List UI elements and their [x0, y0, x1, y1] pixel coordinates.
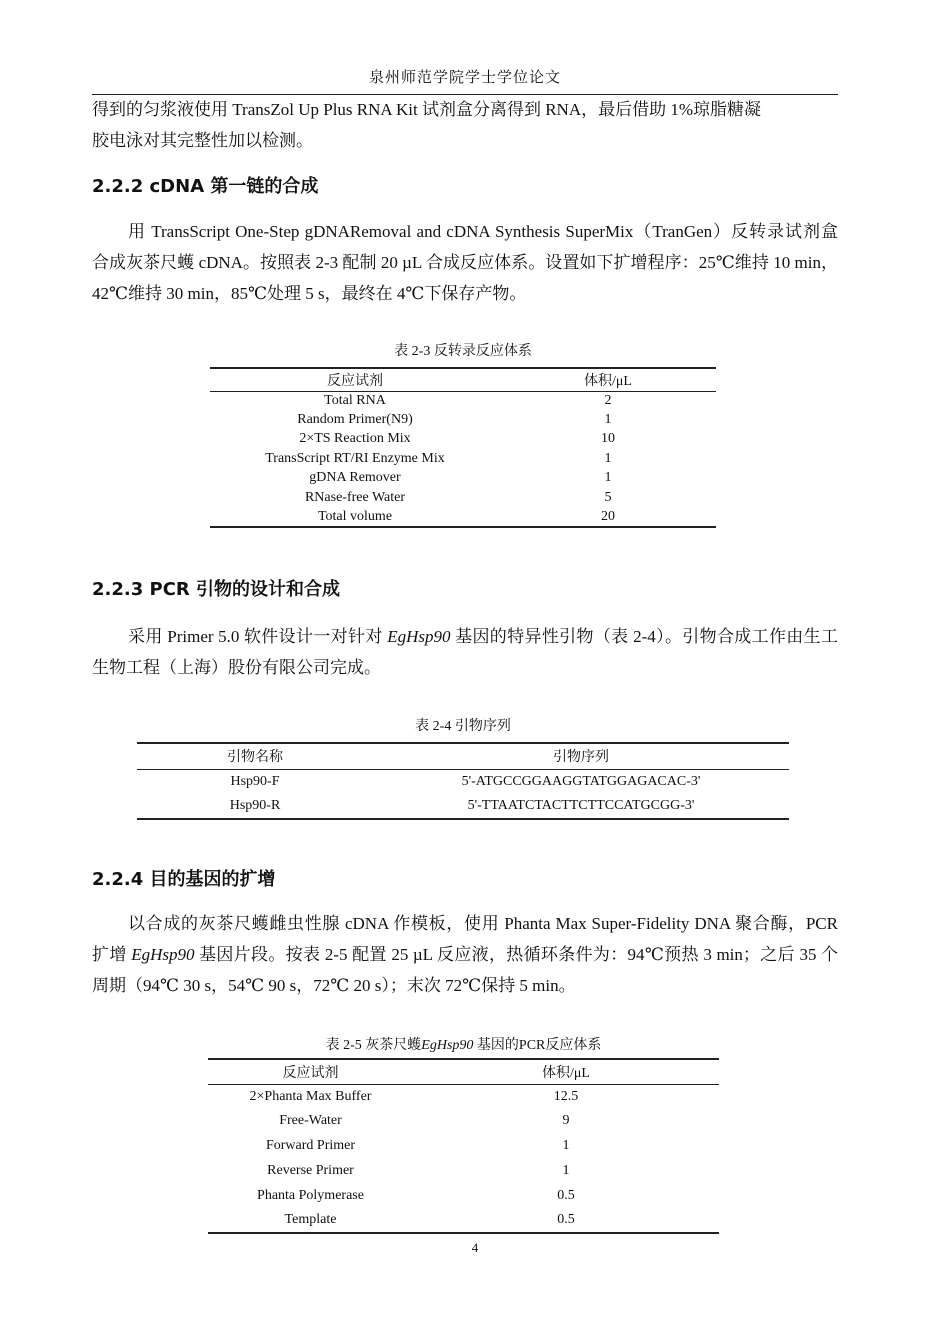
column-header: 引物序列 [373, 743, 789, 769]
volume-cell: 1 [604, 450, 612, 466]
table-row [208, 1084, 719, 1109]
running-header: 泉州师范学院学士学位论文 [368, 70, 561, 86]
volume-cell: 1 [562, 1162, 570, 1178]
volume-cell: 1 [604, 470, 612, 486]
gene-name: EgHsp90 [421, 1038, 474, 1053]
caption-text: 表 2-5 灰茶尺蠖 [325, 1038, 422, 1053]
volume-cell: 2 [604, 392, 612, 408]
section-heading-2-2-2: 2.2.2 cDNA 第一链的合成 [92, 176, 319, 197]
primer-sequence-cell: 5'-ATGCCGGAAGGTATGGAGACAC-3' [461, 773, 701, 789]
table-header-row [137, 743, 789, 769]
volume-cell: 1 [604, 412, 612, 428]
column-header: 反应试剂 [208, 1059, 413, 1084]
column-header: 体积/μL [500, 368, 716, 391]
volume-cell: 20 [601, 508, 615, 524]
primer-sequence-cell: 5'-TTAATCTACTTCTTCCATGCGG-3' [467, 798, 695, 813]
reagent-cell: Template [284, 1211, 337, 1227]
paragraph-text: 基因的特异性引物（表 2-4）。引物合成工作由生工生物工程（上海）股份有限公司完成。 [92, 627, 838, 677]
table-row [210, 488, 716, 507]
table-row [208, 1109, 719, 1134]
paragraph-cdna-synthesis: 用 TransScript One-Step gDNARemoval and cDNA Synthesis SuperMix（TranGen）反转录试剂盒合成灰茶尺蠖 cDNA。按照表 2-3 配制 20 µL 合成反应体系。设置如下扩增程序：25℃维持 10 min，42℃维持 30 min，85℃处理 5 s，最终在 4℃下保存产物。 [92, 222, 838, 303]
volume-cell: 9 [562, 1113, 570, 1129]
table-row [210, 391, 716, 410]
table-header-row [210, 368, 716, 391]
reagent-cell: Total volume [317, 508, 393, 524]
table-row [208, 1208, 719, 1233]
table-2-5 [208, 1058, 719, 1234]
table-caption-2-5 [208, 1034, 719, 1054]
caption-text: 基因的PCR反应体系 [473, 1038, 602, 1053]
table-row [137, 794, 789, 819]
primer-name-cell: Hsp90-F [230, 773, 280, 789]
gene-name: EgHsp90 [131, 945, 195, 964]
table-2-4 [137, 742, 789, 820]
paragraph-continuation [92, 94, 838, 156]
paragraph-line: 胶电泳对其完整性加以检测。 [92, 131, 313, 150]
table-header-row [208, 1059, 719, 1084]
paragraph-text: 采用 Primer 5.0 软件设计一对针对 [128, 627, 388, 646]
table-row [208, 1134, 719, 1159]
table-row [210, 469, 716, 488]
paragraph-primer-design [92, 621, 838, 683]
volume-cell: 10 [601, 431, 615, 447]
table-caption-2-4: 表 2-4 引物序列 [415, 719, 511, 734]
reagent-cell: 2×Phanta Max Buffer [249, 1088, 372, 1104]
volume-cell: 5 [604, 489, 612, 505]
table-row [208, 1158, 719, 1183]
gene-name: EgHsp90 [387, 627, 451, 646]
primer-name-cell: Hsp90-R [229, 798, 281, 813]
volume-cell: 0.5 [557, 1211, 575, 1227]
reagent-cell: Phanta Polymerase [257, 1187, 364, 1203]
table-row [210, 410, 716, 429]
table-row [137, 769, 789, 794]
reagent-cell: Free-Water [279, 1113, 342, 1129]
table-caption-2-3: 表 2-3 反转录反应体系 [394, 344, 532, 359]
reagent-cell: gDNA Remover [309, 470, 401, 486]
reagent-cell: Random Primer(N9) [297, 412, 413, 428]
section-heading-2-2-4: 2.2.4 目的基因的扩增 [92, 869, 276, 890]
reagent-cell: Forward Primer [265, 1137, 356, 1153]
volume-cell: 1 [562, 1137, 570, 1153]
reagent-cell: Reverse Primer [267, 1162, 354, 1178]
table-row [208, 1183, 719, 1208]
column-header: 引物名称 [137, 743, 373, 769]
column-header: 体积/μL [413, 1059, 719, 1084]
paragraph-line: 得到的匀浆液使用 TransZol Up Plus RNA Kit 试剂盒分离得到 RNA，最后借助 1%琼脂糖凝 [92, 100, 762, 119]
page-number: 4 [471, 1240, 479, 1255]
paragraph-gene-amplification [92, 908, 838, 1001]
table-row [210, 430, 716, 449]
table-row [210, 507, 716, 526]
reagent-cell: 2×TS Reaction Mix [299, 431, 411, 447]
reagent-cell: Total RNA [324, 392, 386, 408]
section-heading-2-2-3: 2.2.3 PCR 引物的设计和合成 [92, 579, 341, 600]
reagent-cell: TransScript RT/RI Enzyme Mix [265, 450, 445, 466]
paragraph-text: 基因片段。按表 2-5 配置 25 µL 反应液，热循环条件为：94℃预热 3 min；之后 35 个周期（94℃ 30 s，54℃ 90 s，72℃ 20 s）；末次 72℃保持 5 min。 [92, 945, 839, 995]
volume-cell: 0.5 [557, 1187, 575, 1203]
table-2-3 [210, 367, 716, 528]
column-header: 反应试剂 [210, 368, 500, 391]
reagent-cell: RNase-free Water [304, 489, 406, 505]
table-row [210, 449, 716, 468]
volume-cell: 12.5 [553, 1088, 579, 1104]
paragraph-text: 以合成的灰茶尺蠖雌虫性腺 cDNA 作模板，使用 Phanta Max Super-Fidelity DNA 聚合酶，PCR 扩增 [92, 914, 838, 964]
